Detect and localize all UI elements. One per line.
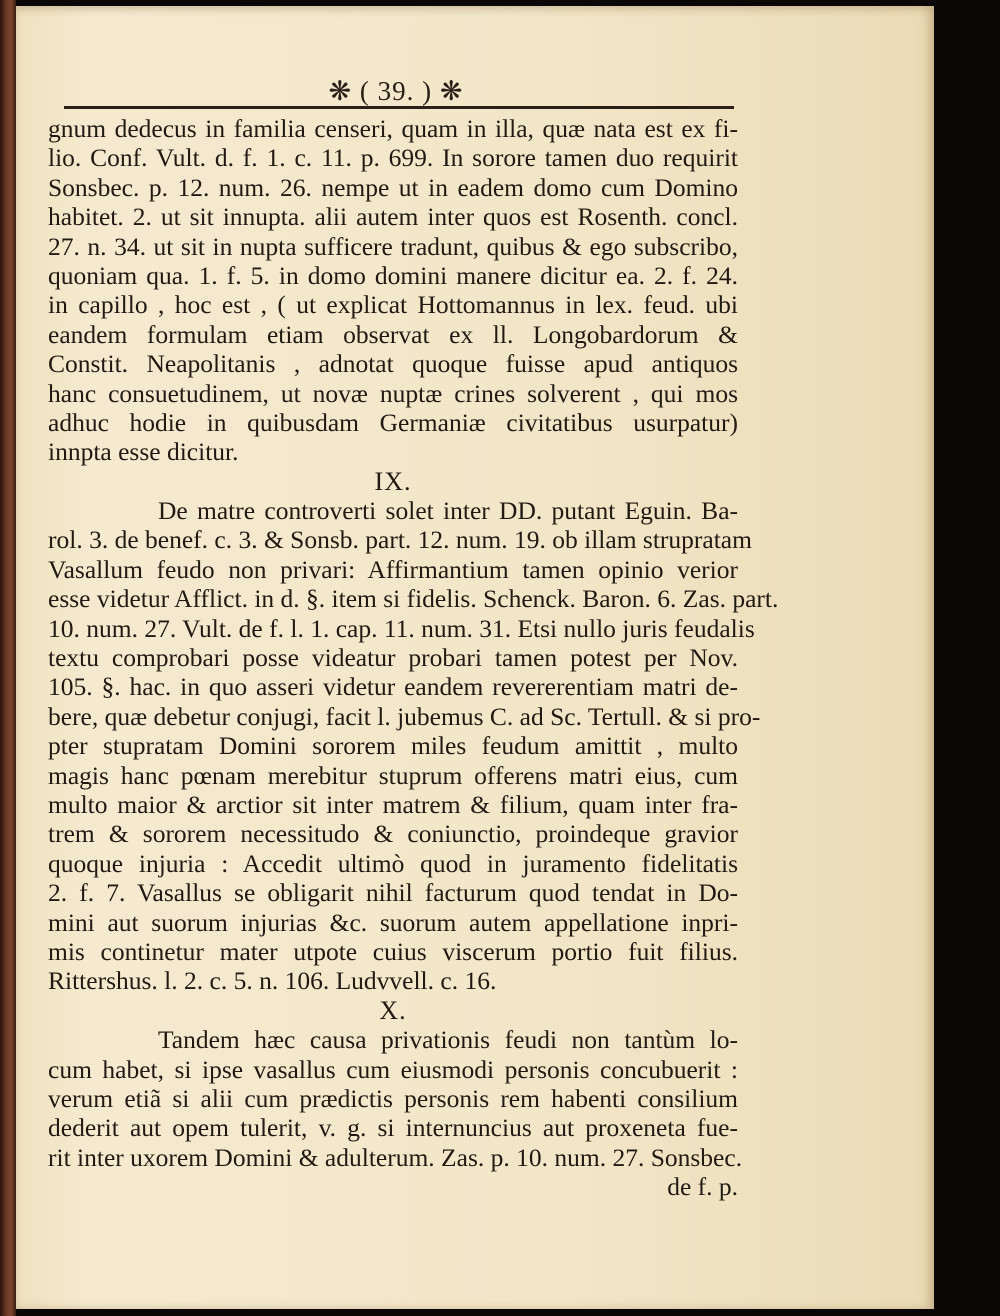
text-line: mis continetur mater utpote cuius viscerum portio fuit filius.	[48, 936, 738, 966]
header-rule	[64, 106, 734, 109]
text-line: De matre controverti solet inter DD. putant Eguin. Ba-	[158, 496, 738, 526]
text-line: esse videtur Afflict. in d. §. item si fidelis. Schenck. Baron. 6. Zas. part.	[48, 584, 779, 614]
page-header: ❋ ( 39. ) ❋	[328, 76, 464, 106]
text-line: magis hanc pœnam merebitur stuprum offerens matri eius, cum	[48, 760, 738, 790]
text-line: quoniam qua. 1. f. 5. in domo domini manere dicitur ea. 2. f. 24.	[48, 260, 738, 290]
text-line: rit inter uxorem Domini & adulterum. Zas. p. 10. num. 27. Sonsbec.	[48, 1142, 743, 1172]
text-line: Sonsbec. p. 12. num. 26. nempe ut in eadem domo cum Domino	[48, 172, 738, 202]
text-line: Constit. Neapolitanis , adnotat quoque fuisse apud antiquos	[48, 349, 738, 379]
text-line: 10. num. 27. Vult. de f. l. 1. cap. 11. num. 31. Etsi nullo juris feudalis	[48, 613, 755, 643]
text-line: 105. §. hac. in quo asseri videtur eandem revererentiam matri de-	[48, 672, 738, 702]
text-line: gnum dedecus in familia censeri, quam in illa, quæ nata est ex fi-	[48, 114, 738, 143]
text-line: lio. Conf. Vult. d. f. 1. c. 11. p. 699. In sorore tamen duo requirit	[48, 143, 738, 173]
text-line: verum etiã si alii cum prædictis personis rem habenti consilium	[48, 1083, 738, 1113]
text-line: adhuc hodie in quibusdam Germaniæ civitatibus usurpatur)	[48, 407, 738, 437]
text-line: quoque injuria : Accedit ultimò quod in juramento fidelitatis	[48, 848, 738, 878]
text-line: 2. f. 7. Vasallus se obligarit nihil facturum quod tendat in Do-	[48, 878, 738, 908]
text-line: Vasallum feudo non privari: Affirmantium tamen opinio verior	[48, 554, 738, 584]
text-line: 27. n. 34. ut sit in nupta sufficere tradunt, quibus & ego subscribo,	[48, 231, 738, 261]
book-page	[16, 6, 934, 1309]
section-heading-ix: IX.	[374, 466, 412, 496]
text-line: innpta esse dicitur.	[48, 437, 239, 467]
text-line: bere, quæ debetur conjugi, facit l. jubemus C. ad Sc. Tertull. & si pro-	[48, 701, 761, 731]
text-line: eandem formulam etiam observat ex ll. Longobardorum &	[48, 319, 738, 349]
section-heading-x: X.	[379, 995, 407, 1025]
text-line: in capillo , hoc est , ( ut explicat Hottomannus in lex. feud. ubi	[48, 290, 738, 320]
text-line: pter stupratam Domini sororem miles feudum amittit , multo	[48, 731, 738, 761]
text-line: textu comprobari posse videatur probari tamen potest per Nov.	[48, 643, 738, 673]
book-spine	[0, 0, 16, 1316]
catchword: de f. p.	[667, 1172, 738, 1202]
text-line: Tandem hæc causa privationis feudi non tantùm lo-	[158, 1025, 738, 1055]
text-line: trem & sororem necessitudo & coniunctio, proindeque gravior	[48, 819, 738, 849]
text-line: habitet. 2. ut sit innupta. alii autem inter quos est Rosenth. concl.	[48, 202, 738, 232]
text-line: hanc consuetudinem, ut novæ nuptæ crines solverent , qui mos	[48, 378, 738, 408]
text-line: Rittershus. l. 2. c. 5. n. 106. Ludvvell. c. 16.	[48, 966, 497, 996]
text-line: rol. 3. de benef. c. 3. & Sonsb. part. 12. num. 19. ob illam strupratam	[48, 525, 752, 555]
text-line: cum habet, si ipse vasallus cum eiusmodi personis concubuerit :	[48, 1054, 738, 1084]
text-line: mini aut suorum injurias &c. suorum autem appellatione inpri-	[48, 907, 738, 937]
text-line: dederit aut opem tulerit, v. g. si internuncius aut proxeneta fue-	[48, 1113, 738, 1143]
page-body	[48, 114, 779, 1202]
text-line: multo maior & arctior sit inter matrem & filium, quam inter fra-	[48, 789, 738, 819]
